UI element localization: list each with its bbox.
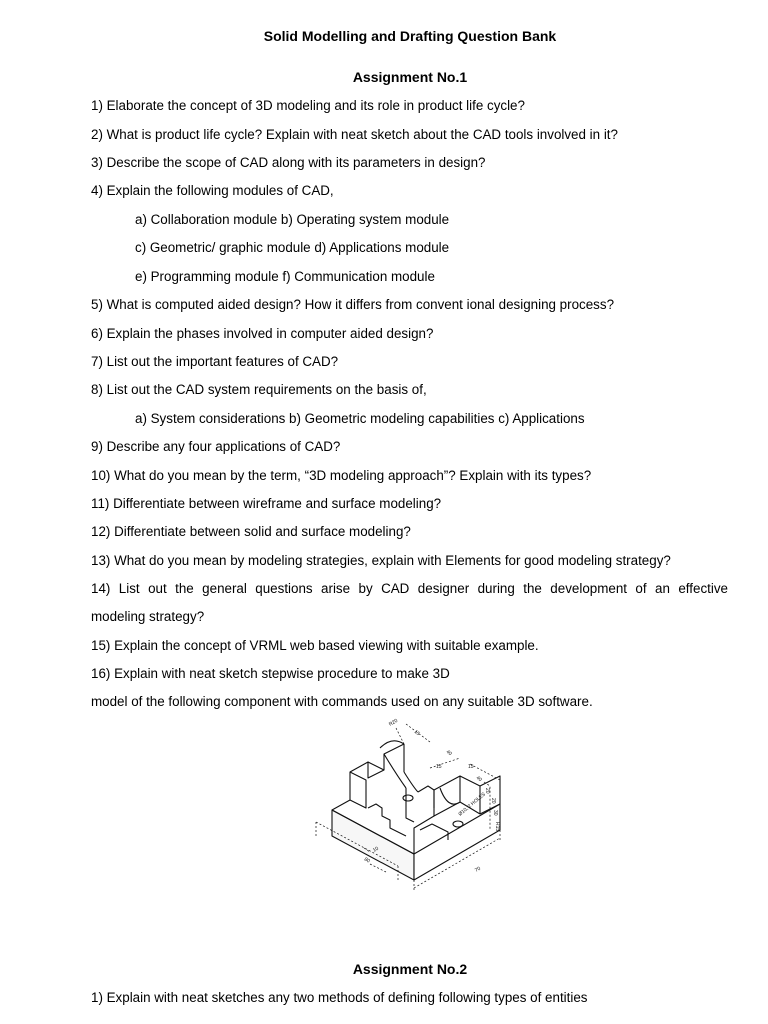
dim-label-40-right: 40 [474, 774, 483, 784]
question-4: 4) Explain the following modules of CAD, [91, 183, 334, 198]
question-10: 10) What do you mean by the term, “3D modeling approach”? Explain with its types? [91, 468, 592, 483]
dim-label-70: 70 [474, 865, 482, 874]
question-12: 12) Differentiate between solid and surface modeling? [91, 524, 411, 539]
dim-label-r15: R15 [494, 822, 500, 832]
dim-label-40-top: 40 [444, 748, 453, 758]
question-9: 9) Describe any four applications of CAD? [91, 439, 341, 454]
question-16: 16) Explain with neat sketch stepwise procedure to make 3D [91, 666, 450, 681]
dim-label-20-a: 20 [484, 788, 490, 794]
question-4-options-ab: a) Collaboration module b) Operating system module [135, 212, 450, 227]
dim-label-20-b: 20 [490, 798, 496, 804]
question-8-options: a) System considerations b) Geometric modeling capabilities c) Applications [135, 411, 585, 426]
question-4-options-ef: e) Programming module f) Communication module [135, 269, 435, 284]
question-6: 6) Explain the phases involved in computer aided design? [91, 326, 434, 341]
question-3: 3) Describe the scope of CAD along with its parameters in design? [91, 155, 486, 170]
dim-label-30: 30 [492, 810, 498, 816]
assignment-2-question-1: 1) Explain with neat sketches any two methods of defining following types of entities [91, 990, 588, 1005]
dim-label-15-top: 15 [412, 728, 421, 738]
question-7: 7) List out the important features of CAD? [91, 354, 339, 369]
assignment-1-heading: Assignment No.1 [352, 69, 468, 85]
dim-label-holes: Ø10, 2 HOLES [457, 791, 487, 818]
document-title: Solid Modelling and Drafting Question Bank [263, 28, 557, 44]
question-13: 13) What do you mean by modeling strategies, explain with Elements for good modeling strategy? [91, 553, 671, 568]
question-14: 14) List out the general questions arise by CAD designer during the development of an effective [91, 581, 728, 596]
dim-label-15-b: 15 [468, 764, 474, 770]
question-11: 11) Differentiate between wireframe and surface modeling? [91, 496, 442, 511]
dim-label-10: 10 [372, 845, 380, 854]
question-15: 15) Explain the concept of VRML web based viewing with suitable example. [91, 638, 539, 653]
question-2: 2) What is product life cycle? Explain with neat sketch about the CAD tools involved in it? [91, 127, 618, 142]
dim-label-r20: R20 [388, 718, 399, 728]
question-16-continued: model of the following component with commands used on any suitable 3D software. [91, 694, 593, 709]
question-14-continued: modeling strategy? [91, 609, 205, 624]
component-isometric-drawing [310, 718, 520, 896]
question-5: 5) What is computed aided design? How it differs from convent ional designing process? [91, 297, 615, 312]
question-1: 1) Elaborate the concept of 3D modeling and its role in product life cycle? [91, 98, 525, 113]
question-8: 8) List out the CAD system requirements on the basis of, [91, 382, 427, 397]
assignment-2-heading: Assignment No.2 [352, 961, 468, 977]
dim-label-15-a: 15 [436, 764, 442, 770]
dim-label-80: 80 [363, 856, 371, 865]
question-4-options-cd: c) Geometric/ graphic module d) Applications module [135, 240, 450, 255]
component-outline [332, 741, 500, 880]
